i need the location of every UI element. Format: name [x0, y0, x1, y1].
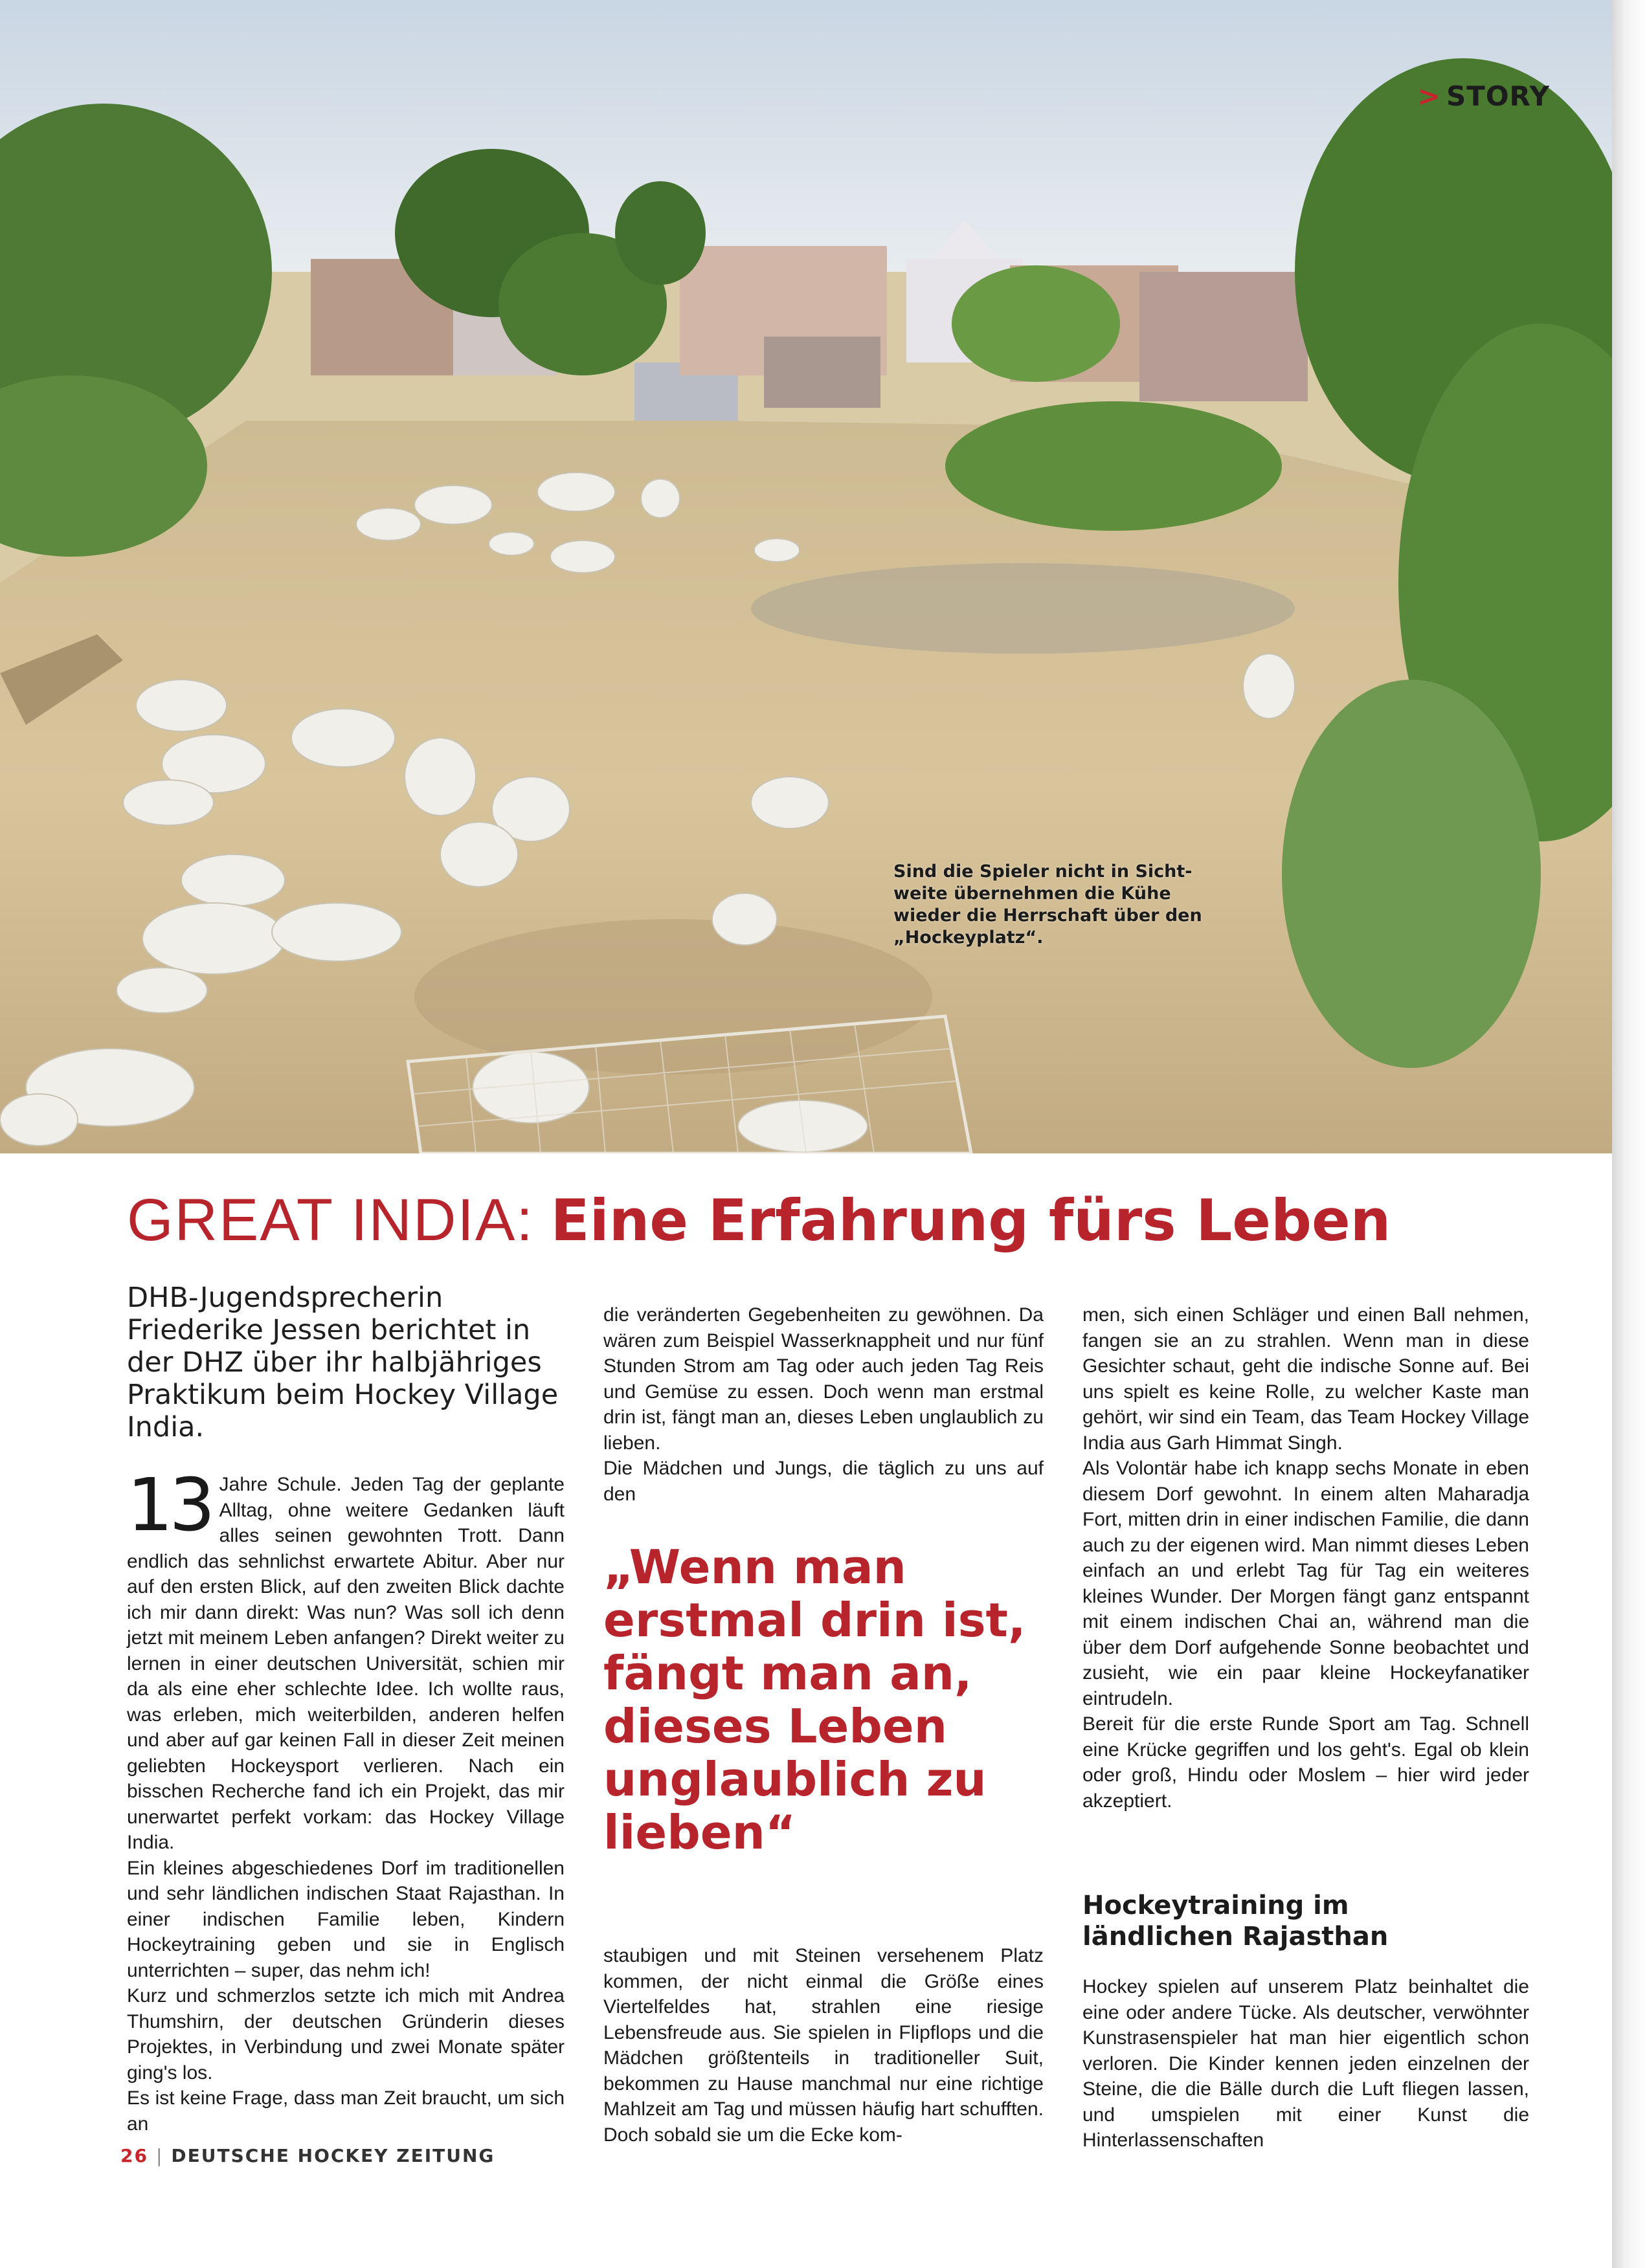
- publication-name: DEUTSCHE HOCKEY ZEITUNG: [171, 2145, 495, 2166]
- paragraph: 13 Jahre Schule. Jeden Tag der geplante Alltag, ohne weitere Gedanken läuft alles seinen gewohnten Trott. Dann endlich das sehnlichst erwartete Abitur. Aber nur auf den ersten Blick, auf den zweiten Blick dachte ich mir dann direkt: Was nun? Was soll ich denn jetzt mit meinem Leben anfangen? Direkt weiter zu lernen in einer deutschen Universität, schien mir da als eine eher schlechte Idee. Ich wollte raus, was erleben, mich weiterbilden, anderen helfen und aber auf gar keinen Fall in dieser Zeit meinen geliebten Hockeysport verlieren. Nach ein bisschen Recherche fand ich ein Projekt, das mir unerwartet perfekt vorkam: das Hockey Village India.: [127, 1463, 565, 1853]
- dropcap: 13: [127, 1463, 212, 1548]
- paragraph: Es ist keine Frage, dass man Zeit braucht, um sich an: [127, 2087, 565, 2135]
- page-number: 26: [120, 2145, 148, 2166]
- article-column-3-top: [1082, 1302, 1529, 1814]
- paragraph: die veränderten Gegebenheiten zu gewöhnen. Da wären zum Beispiel Wasserknappheit und nur fünf Stunden Strom am Tag oder auch jeden Tag Reis und Gemüse zu essen. Doch wenn man erstmal drin ist, fängt man an, dieses Leben unglaublich zu lieben.: [603, 1304, 1044, 1454]
- paragraph: Die Mädchen und Jungs, die täglich zu uns auf den: [603, 1458, 1044, 1505]
- article-column-3-bottom: [1082, 1974, 1529, 2153]
- photo-caption: Sind die Spieler nicht in Sicht-weite übernehmen die Kühe wieder die Herrschaft über den „Hockeyplatz“.: [893, 862, 1202, 948]
- paragraph: Als Volontär habe ich knapp sechs Monate in eben diesem Dorf gewohnt. In einem alten Maharadja Fort, mitten drin in einer indischen Familie, die dann auch zu der eigenen wird. Man nimmt dieses Leben einfach an und erlebt Tag für Tag ein weiteres kleines Wunder. Der Morgen fängt ganz entspannt mit einem indischen Chai an, während man die über dem Dorf aufgehende Sonne beobachtet und zusieht, wie ein paar kleine Hockeyfanatiker eintrudeln.: [1082, 1458, 1529, 1709]
- article-column-2-top: [603, 1302, 1044, 1507]
- scan-page-edge: [1612, 0, 1647, 2268]
- page-footer: [120, 2145, 495, 2166]
- village-hockey-field-photo: [0, 0, 1612, 1153]
- headline-prefix: GREAT INDIA:: [127, 1187, 534, 1253]
- paragraph: Ein kleines abgeschiedenes Dorf im traditionellen und sehr ländlichen indischen Staat Rajasthan. In einer indischen Familie leben, Kindern Hockeytraining geben und sie in Englisch unterrichten – super, das nehm ich!: [127, 1857, 565, 1981]
- article-intro: DHB-Jugendsprecherin Friederike Jessen berichtet in der DHZ über ihr halbjähriges Praktikum beim Hockey Village India.: [127, 1282, 559, 1443]
- paragraph: Hockey spielen auf unserem Platz beinhaltet die eine oder andere Tücke. Als deutscher, verwöhnter Kunstrasenspieler hat man hier eigentlich schon verloren. Die Kinder kennen jeden einzelnen der Steine, die die Bälle durch die Luft fliegen lassen, und umspielen mit einer Kunst die Hinterlassenschaften: [1082, 1976, 1529, 2151]
- footer-divider: |: [155, 2145, 164, 2166]
- paragraph: men, sich einen Schläger und einen Ball nehmen, fangen sie an zu strahlen. Wenn man in diese Gesichter schaut, geht die indische Sonne auf. Bei uns spielt es keine Rolle, zu welcher Kaste man gehört, wir sind ein Team, das Team Hockey Village India aus Garh Himmat Singh.: [1082, 1304, 1529, 1454]
- paragraph: staubigen und mit Steinen versehenem Platz kommen, der nicht einmal die Größe eines Viertelfeldes hat, strahlen eine riesige Lebensfreude aus. Sie spielen in Flipflops und die Mädchen größtenteils in traditioneller Suit, bekommen zu Hause manchmal nur eine richtige Mahlzeit am Tag und müssen häufig hart schufften. Doch sobald sie um die Ecke kom-: [603, 1945, 1044, 2146]
- paragraph: Kurz und schmerzlos setzte ich mich mit Andrea Thumshirn, der deutschen Gründerin dieses Projektes, in Verbindung und zwei Monate später ging's los.: [127, 1985, 565, 2084]
- section-label: [1418, 80, 1550, 112]
- paragraph: Bereit für die erste Runde Sport am Tag. Schnell eine Krücke gegriffen und los geht's. Egal ob klein oder groß, Hindu oder Moslem – hier wird jeder akzeptiert.: [1082, 1713, 1529, 1812]
- pull-quote: „Wenn man erstmal drin ist, fängt man an, dieses Leben unglaublich zu lieben“: [603, 1540, 1026, 1860]
- section-label-text: STORY: [1446, 80, 1550, 112]
- article-column-2-bottom: [603, 1943, 1044, 2148]
- article-headline: [127, 1184, 1391, 1256]
- chevron-right-icon: >: [1417, 80, 1441, 112]
- section-subheading: Hockeytraining im ländlichen Rajasthan: [1082, 1891, 1389, 1951]
- article-column-1: [127, 1463, 565, 2137]
- photo-illustration: [0, 0, 1612, 1153]
- headline-title: Eine Erfahrung fürs Leben: [550, 1187, 1391, 1254]
